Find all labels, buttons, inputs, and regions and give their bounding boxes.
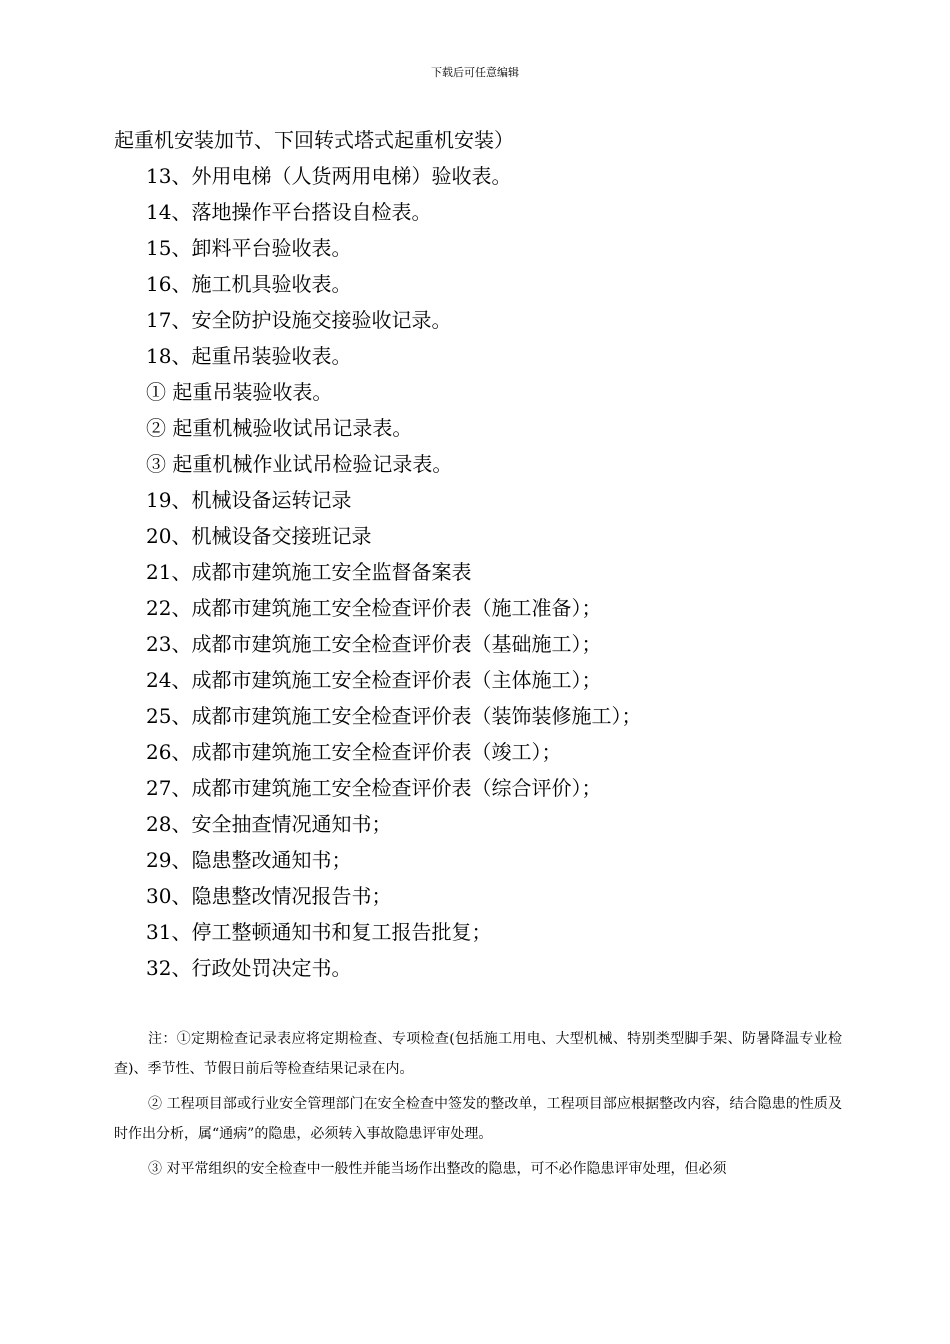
page-header: 下载后可任意编辑 [431,66,519,79]
list-item: 21、成都市建筑施工安全监督备案表 [146,560,472,584]
list-item: 22、成都市建筑施工安全检查评价表（施工准备）； [146,596,602,620]
list-item: ③ 起重机械作业试吊检验记录表。 [146,452,453,476]
list-item: 28、安全抽查情况通知书； [146,812,392,836]
list-item: 15、卸料平台验收表。 [146,236,352,260]
list-item: 17、安全防护设施交接验收记录。 [146,308,452,332]
document-body [114,122,854,986]
note-paragraph: ③ 对平常组织的安全检查中一般性并能当场作出整改的隐患，可不必作隐患评审处理，但必须 [148,1161,727,1177]
list-item: ② 起重机械验收试吊记录表。 [146,416,413,440]
list-item: 30、隐患整改情况报告书； [146,884,392,908]
list-item: 24、成都市建筑施工安全检查评价表（主体施工）； [146,668,602,692]
list-item: ① 起重吊装验收表。 [146,380,333,404]
list-item: 27、成都市建筑施工安全检查评价表（综合评价）； [146,776,602,800]
note-paragraph: 注：①定期检查记录表应将定期检查、专项检查(包括施工用电、大型机械、特别类型脚手架、防暑降温专业检查)、季节性、节假日前后等检查结果记录在内。 [114,1031,842,1077]
list-item: 29、隐患整改通知书； [146,848,352,872]
list-item: 14、落地操作平台搭设自检表。 [146,200,432,224]
note-paragraph: ② 工程项目部或行业安全管理部门在安全检查中签发的整改单，工程项目部应根据整改内容，结合隐患的性质及时作出分析，属“通病”的隐患，必须转入事故隐患评审处理。 [114,1096,842,1142]
list-item: 18、起重吊装验收表。 [146,344,352,368]
list-item: 32、行政处罚决定书。 [146,956,352,980]
list-item: 25、成都市建筑施工安全检查评价表（装饰装修施工）； [146,704,642,728]
list-item: 16、施工机具验收表。 [146,272,352,296]
continuation-line: 起重机安装加节、下回转式塔式起重机安装） [114,128,514,152]
list-item: 13、外用电梯（人货两用电梯）验收表。 [146,164,512,188]
list-item: 31、停工整顿通知书和复工报告批复； [146,920,492,944]
record-list [114,158,854,986]
list-item: 19、机械设备运转记录 [146,488,352,512]
list-item: 23、成都市建筑施工安全检查评价表（基础施工）； [146,632,602,656]
list-item: 26、成都市建筑施工安全检查评价表（竣工）； [146,740,562,764]
list-item: 20、机械设备交接班记录 [146,524,372,548]
notes-section [114,1024,842,1189]
